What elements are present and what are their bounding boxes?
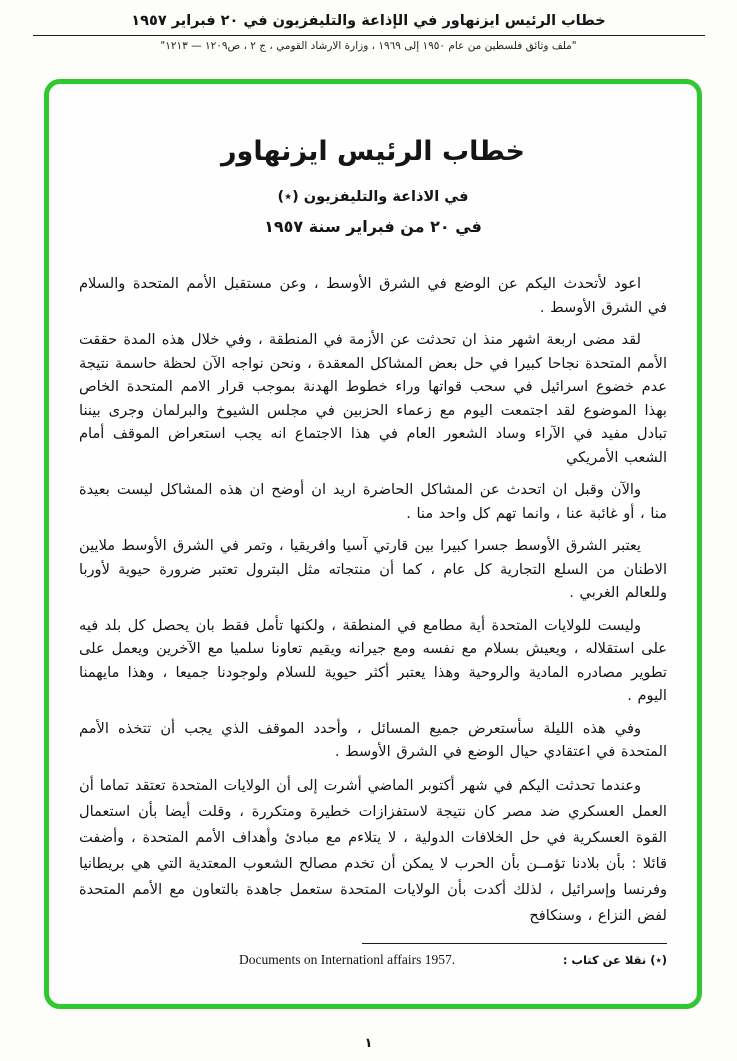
paragraph: وعندما تحدثت اليكم في شهر أكتوبر الماضي أشرت إلى أن الولايات المتحدة تعتقد تماما أن العمل العسكري ضد مصر كان نتيجة لاستفزازات خطيرة ومتكررة ، وقلت أيضا بأن استعمال القوة العسكرية في حل الخلافات الدولية ، لا يتلاءم مع مبادئ وأهداف الأمم المتحدة ، وأضفت قائلا : بأن بلادنا تؤمــن بأن الحرب لا يمكن أن تخدم مصالح الشعوب المعتدية التي هي بريطانيا وفرنسا وإسرائيل ، لذلك أكدت بأن الولايات المتحدة ستعمل جاهدة بالتعاون مع الأمم المتحدة لفض النزاع ، وسنكافح [79,776,667,924]
document-subtitle: في الاذاعة والتليفزيون (٭) [277,189,469,205]
document-content [49,84,697,1004]
paragraph: وليست للولايات المتحدة أية مطامع في المنطقة ، ولكنها تأمل فقط بان يحصل كل بلد فيه على استقلاله ، ويعيش بسلام مع نفسه ومع جيرانه ويقيم تعاونا سلميا مع الآخرين ويعمل على تطوير مصادره المادية والروحية وهذا يعتبر أكثر حيوية للسلام ولوجودنا جميعا ، وهذا مايهمنا اليوم . [79,616,667,704]
header-title: خطاب الرئيس ايزنهاور في الإذاعة والتليفزيون في ٢٠ فبراير ١٩٥٧ [131,13,606,29]
paragraph: والآن وقبل ان اتحدث عن المشاكل الحاضرة اريد ان أوضح ان هذه المشاكل ليست بعيدة منا ، أو غائبة عنا ، وانما تهم كل واحد منا . [79,481,667,522]
footnote-source: Documents on Internationl affairs 1957. [239,951,456,967]
header-source-note: "ملف وثائق فلسطين من عام ١٩٥٠ إلى ١٩٦٩ ، وزارة الارشاد القومي ، ج ٢ ، ص١٢٠٩ — ١٢١٣" [160,40,577,52]
footnote-divider [362,943,667,944]
paragraph: اعود لأتحدث اليكم عن الوضع في الشرق الأوسط ، وعن مستقبل الأمم المتحدة والسلام في الشرق الأوسط . [79,275,667,316]
footnote-marker: (٭) نقلا عن كتاب : [562,952,667,967]
paragraph: لقد مضى اربعة اشهر منذ ان تحدثت عن الأزمة في المنطقة ، وفي خلال هذه المدة حققت الأمم المتحدة نجاحا كبيرا في حل بعض المشاكل المعقدة ، ونحن نواجه الآن لحظة حاسمة نتيجة عدم خضوع اسرائيل في سحب قواتها وراء خطوط الهدنة بموجب قرار الامم المتحدة الخاص بهذا الموضوع لقد اجتمعت اليوم مع زعماء الحزبين في مجلس الشيوخ والبرلمان وجرى بيننا تبادل مفيد في الآراء وساد الشعور العام في هذا الاجتماع انه يجب استعراض الموقف أمام الشعب الأمريكي [79,331,667,466]
paragraph: وفي هذه الليلة سأستعرض جميع المسائل ، وأحدد الموقف الذي يجب أن تتخذه الأمم المتحدة في اعتقادي حيال الوضع في الشرق الأوسط . [79,719,667,760]
header-divider [33,35,705,36]
document-frame [44,79,702,1009]
page-number: ١ [364,1036,373,1051]
document-title: خطاب الرئيس ايزنهاور [221,136,525,167]
paragraph: يعتبر الشرق الأوسط جسرا كبيرا بين قارتي آسيا وافريقيا ، وتمر في الشرق الأوسط ملايين الاطنان من السلع التجارية كل عام ، كما أن منتجاته مثل البترول تعتبر ضرورة حيوية لأوربا وللعالم الغربي . [79,537,667,601]
footnote [79,952,667,968]
page-header [0,0,737,52]
document-body [79,272,667,929]
document-date: في ٢٠ من فبراير سنة ١٩٥٧ [264,217,482,236]
